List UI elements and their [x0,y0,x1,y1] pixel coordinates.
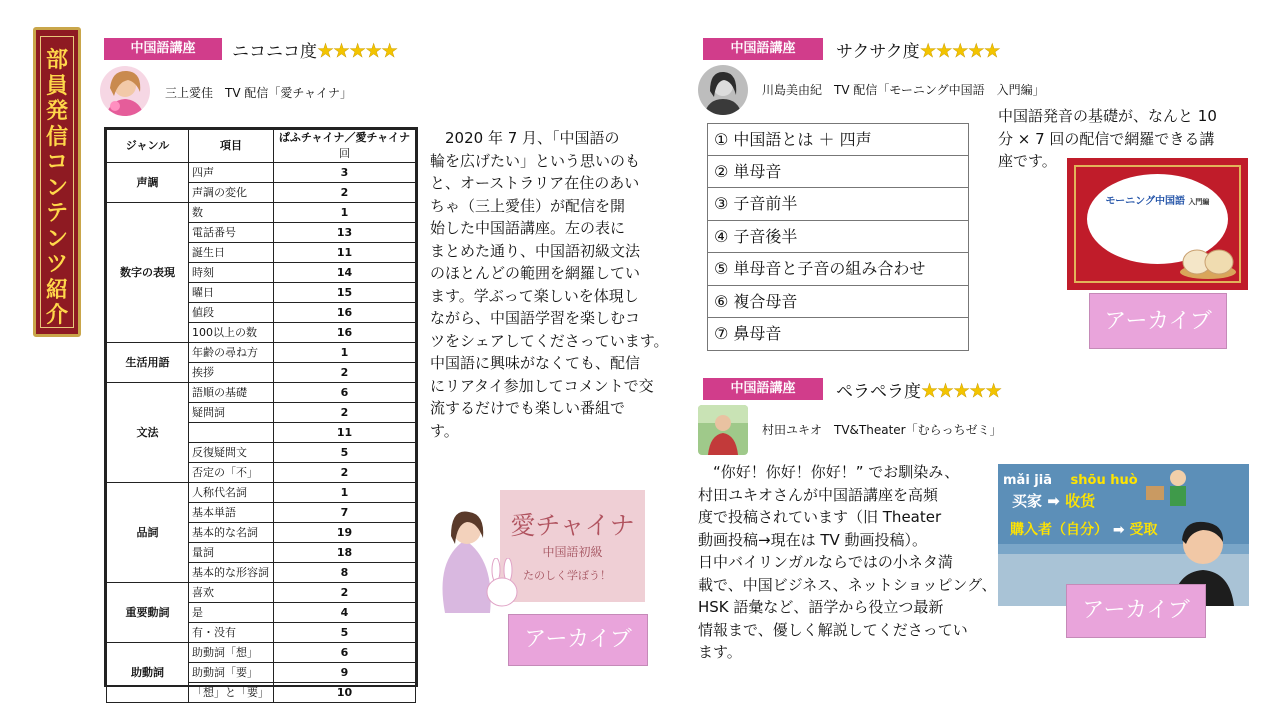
table-value-cell: 18 [274,543,416,563]
table-item-cell: 挨拶 [189,363,274,383]
paragraph-line: ます。学ぶって楽しいを体現し [430,286,639,305]
table-value-cell: 4 [274,603,416,623]
banner-char: 発 [45,99,68,124]
table-item-cell: 誕生日 [189,243,274,263]
presenter2-avatar [698,65,748,115]
table-item-cell: 数 [189,203,274,223]
table-value-cell: 2 [274,403,416,423]
table-item-cell [189,423,274,443]
section3-description [698,461,997,664]
table-row [107,583,416,603]
presenter3-avatar [698,405,748,455]
pinyin-1: mǎi jiā [1003,473,1052,488]
table-item-cell: 「想」と「要」 [189,683,274,703]
section1-description [430,127,669,442]
presenter3-name: 村田ユキオ TV&Theater「むらっちゼミ」 [762,423,1002,437]
table-value-cell: 2 [274,463,416,483]
course-list-item: ② 単母音 [707,156,969,189]
paragraph-line: 村田ユキオさんが中国語講座を高頻 [698,485,939,504]
paragraph-line: 度で投稿されています（旧 Theater [698,508,942,526]
table-header-item: 項目 [189,130,274,163]
table-genre-cell: 品詞 [107,483,189,583]
table-genre-cell: 重要動詞 [107,583,189,643]
paragraph-line: 分 × 7 回の配信で網羅できる講 [998,129,1215,148]
table-value-cell: 6 [274,383,416,403]
table-item-cell: 語順の基礎 [189,383,274,403]
table-item-cell: 電話番号 [189,223,274,243]
banner-title [36,48,78,329]
table-row [107,203,416,223]
table-genre-cell: 声調 [107,163,189,203]
table-item-cell: 時刻 [189,263,274,283]
table-item-cell: 否定の「不」 [189,463,274,483]
course-list-item: ⑦ 鼻母音 [707,318,969,351]
table-row [107,343,416,363]
arrow-right-icon: ➡ [1047,492,1060,510]
table-row [107,383,416,403]
morning-chinese-thumbnail[interactable] [1067,158,1248,290]
paragraph-line: HSK 語彙など、語学から役立つ最新 [698,598,944,616]
table-item-cell: 100以上の数 [189,323,274,343]
table-value-cell: 13 [274,223,416,243]
table-item-cell: 有・没有 [189,623,274,643]
course-list [707,123,969,351]
table-value-cell: 5 [274,443,416,463]
section1-rating [232,37,397,62]
star-rating-icon: ★★★★★ [919,40,1000,62]
table-item-cell: 基本的な形容詞 [189,563,274,583]
table-item-cell: 基本単語 [189,503,274,523]
thumb2-title-sub: 入門編 [1188,198,1210,206]
table-value-cell: 1 [274,483,416,503]
thumb-title: 愛チャイナ [510,511,635,540]
table-value-cell: 10 [274,683,416,703]
table-item-cell: 声調の変化 [189,183,274,203]
arrow-right-icon: ➡ [1112,522,1125,538]
banner-char: ツ [45,252,68,277]
grammar-table-body [107,163,416,703]
paragraph-line: にリアタイ参加してコメントで交 [430,376,654,395]
section3-rating [836,377,1001,402]
table-item-cell: 人称代名詞 [189,483,274,503]
table-item-cell: 助動詞「要」 [189,663,274,683]
table-value-cell: 14 [274,263,416,283]
table-item-cell: 喜欢 [189,583,274,603]
table-item-cell: 曜日 [189,283,274,303]
star-rating-icon: ★★★★★ [317,40,398,62]
vertical-banner [33,27,81,337]
banner-char: コ [45,150,68,175]
rating-label: ペラペラ度 [836,382,921,402]
paragraph-line: 中国語に興味がなくても、配信 [430,354,641,372]
paragraph-line: ながら、中国語学習を楽しむコ [430,309,641,327]
table-item-cell: 是 [189,603,274,623]
paragraph-line: 中国語発音の基礎が、なんと 10 [998,107,1217,125]
table-value-cell: 1 [274,203,416,223]
archive-button-1[interactable]: アーカイブ [508,614,648,666]
table-genre-cell: 生活用語 [107,343,189,383]
paragraph-line: 流するだけでも楽しい番組で [430,399,626,417]
presenter1-name: 三上愛佳 TV 配信「愛チャイナ」 [165,86,352,100]
section2-tag: 中国語講座 [703,38,823,60]
banner-char: ン [45,175,68,201]
course-list-item: ① 中国語とは ＋ 四声 [707,123,969,156]
table-genre-cell: 文法 [107,383,189,483]
table-value-cell: 16 [274,323,416,343]
table-item-cell: 値段 [189,303,274,323]
paragraph-line: 2020 年 7 月、「中国語の [430,129,620,147]
thumb3-pinyin-row [1003,473,1138,488]
table-item-cell: 量詞 [189,543,274,563]
table-row [107,163,416,183]
table-value-cell: 2 [274,583,416,603]
hanzi-2: 收货 [1065,492,1096,510]
section3-tag: 中国語講座 [703,378,823,400]
table-item-cell: 疑問詞 [189,403,274,423]
pinyin-2: shōu huò [1070,473,1138,488]
table-header-genre: ジャンル [107,130,189,163]
paragraph-line: 始した中国語講座。左の表に [430,219,626,237]
paragraph-line: ちゃ（三上愛佳）が配信を開 [430,196,626,215]
archive-button-2[interactable]: アーカイブ [1089,293,1227,349]
paragraph-line: のほとんどの範囲を網羅してい [430,264,641,282]
thumb3-hanzi-row [1012,490,1095,511]
table-value-cell: 1 [274,343,416,363]
table-header-value: ぱふチャイナ／愛チャイナ [274,130,416,147]
line2-right: 受取 [1129,522,1158,538]
course-list-item: ③ 子音前半 [707,188,969,221]
table-row [107,643,416,663]
thumb-subtitle: 中国語初級 [542,545,603,559]
thumb3-line2 [1010,519,1157,539]
table-item-cell: 年齢の尋ね方 [189,343,274,363]
paragraph-line: 動画投稿→現在は TV 動画投稿）。 [698,530,928,549]
table-value-cell: 8 [274,563,416,583]
banner-char: 紹 [45,277,68,303]
table-item-cell: 反復疑問文 [189,443,274,463]
banner-char: 部 [45,48,68,73]
table-item-cell: 助動詞「想」 [189,643,274,663]
section2-rating [836,37,1000,62]
table-value-cell: 5 [274,623,416,643]
banner-char: 員 [45,73,68,99]
table-item-cell: 四声 [189,163,274,183]
grammar-table-frame [104,127,418,699]
paragraph-line: 座です。 [998,152,1057,170]
paragraph-line: す。 [430,421,459,440]
table-value-cell: 11 [274,423,416,443]
table-value-cell: 7 [274,503,416,523]
paragraph-line: ツをシェアしてくださっています。 [430,331,669,350]
thumb2-title [1091,192,1224,207]
paragraph-line: まとめた通り、中国語初級文法 [430,241,641,260]
course-list-item: ⑤ 単母音と子音の組み合わせ [707,253,969,286]
rating-label: ニコニコ度 [232,42,317,62]
table-value-cell: 15 [274,283,416,303]
ai-china-thumbnail[interactable] [425,490,645,613]
presenter1-avatar [100,66,150,116]
banner-char: テ [45,201,68,226]
table-value-cell: 19 [274,523,416,543]
paragraph-line: 輪を広げたい」という思いのも [430,151,641,170]
table-genre-cell: 助動詞 [107,643,189,703]
table-value-cell: 11 [274,243,416,263]
course-list-item: ④ 子音後半 [707,221,969,254]
table-value-cell: 3 [274,163,416,183]
paragraph-line: 情報まで、優しく解説してくださってい [698,620,968,639]
rating-label: サクサク度 [836,42,920,62]
section1-tag: 中国語講座 [104,38,222,60]
course-list-item: ⑥ 複合母音 [707,286,969,319]
star-rating-icon: ★★★★★ [921,380,1002,402]
grammar-table [106,129,416,703]
table-value-cell: 2 [274,183,416,203]
presenter2-name: 川島美由紀 TV 配信「モーニング中国語 入門編」 [762,83,1045,97]
archive-button-3[interactable]: アーカイブ [1066,584,1206,638]
table-value-cell: 9 [274,663,416,683]
line2-left: 購入者（自分） [1010,522,1108,538]
paragraph-line: ます。 [698,643,742,661]
banner-char: ン [45,226,68,252]
paragraph-line: 載で、中国ビジネス、ネットショッピング、 [698,575,997,594]
banner-char: 介 [45,303,68,328]
paragraph-line: と、オーストラリア在住のあい [430,174,640,192]
paragraph-line: 日中バイリンガルならではの小ネタ満 [698,553,953,571]
table-header-unit: 回 [274,146,416,163]
delivery-icon [1138,466,1198,510]
table-genre-cell: 数字の表現 [107,203,189,343]
paragraph-line: “你好！你好！你好！” でお馴染み、 [698,463,960,481]
banner-char: 信 [45,124,68,150]
table-value-cell: 16 [274,303,416,323]
thumb2-title-main: モーニング中国語 [1105,196,1185,207]
table-value-cell: 2 [274,363,416,383]
table-item-cell: 基本的な名詞 [189,523,274,543]
table-value-cell: 6 [274,643,416,663]
thumb-tagline: たのしく学ぼう！ [523,569,611,582]
hanzi-1: 买家 [1012,492,1043,510]
bunny-icon [485,558,519,608]
table-row [107,483,416,503]
dim-sum-icon [1177,240,1239,280]
